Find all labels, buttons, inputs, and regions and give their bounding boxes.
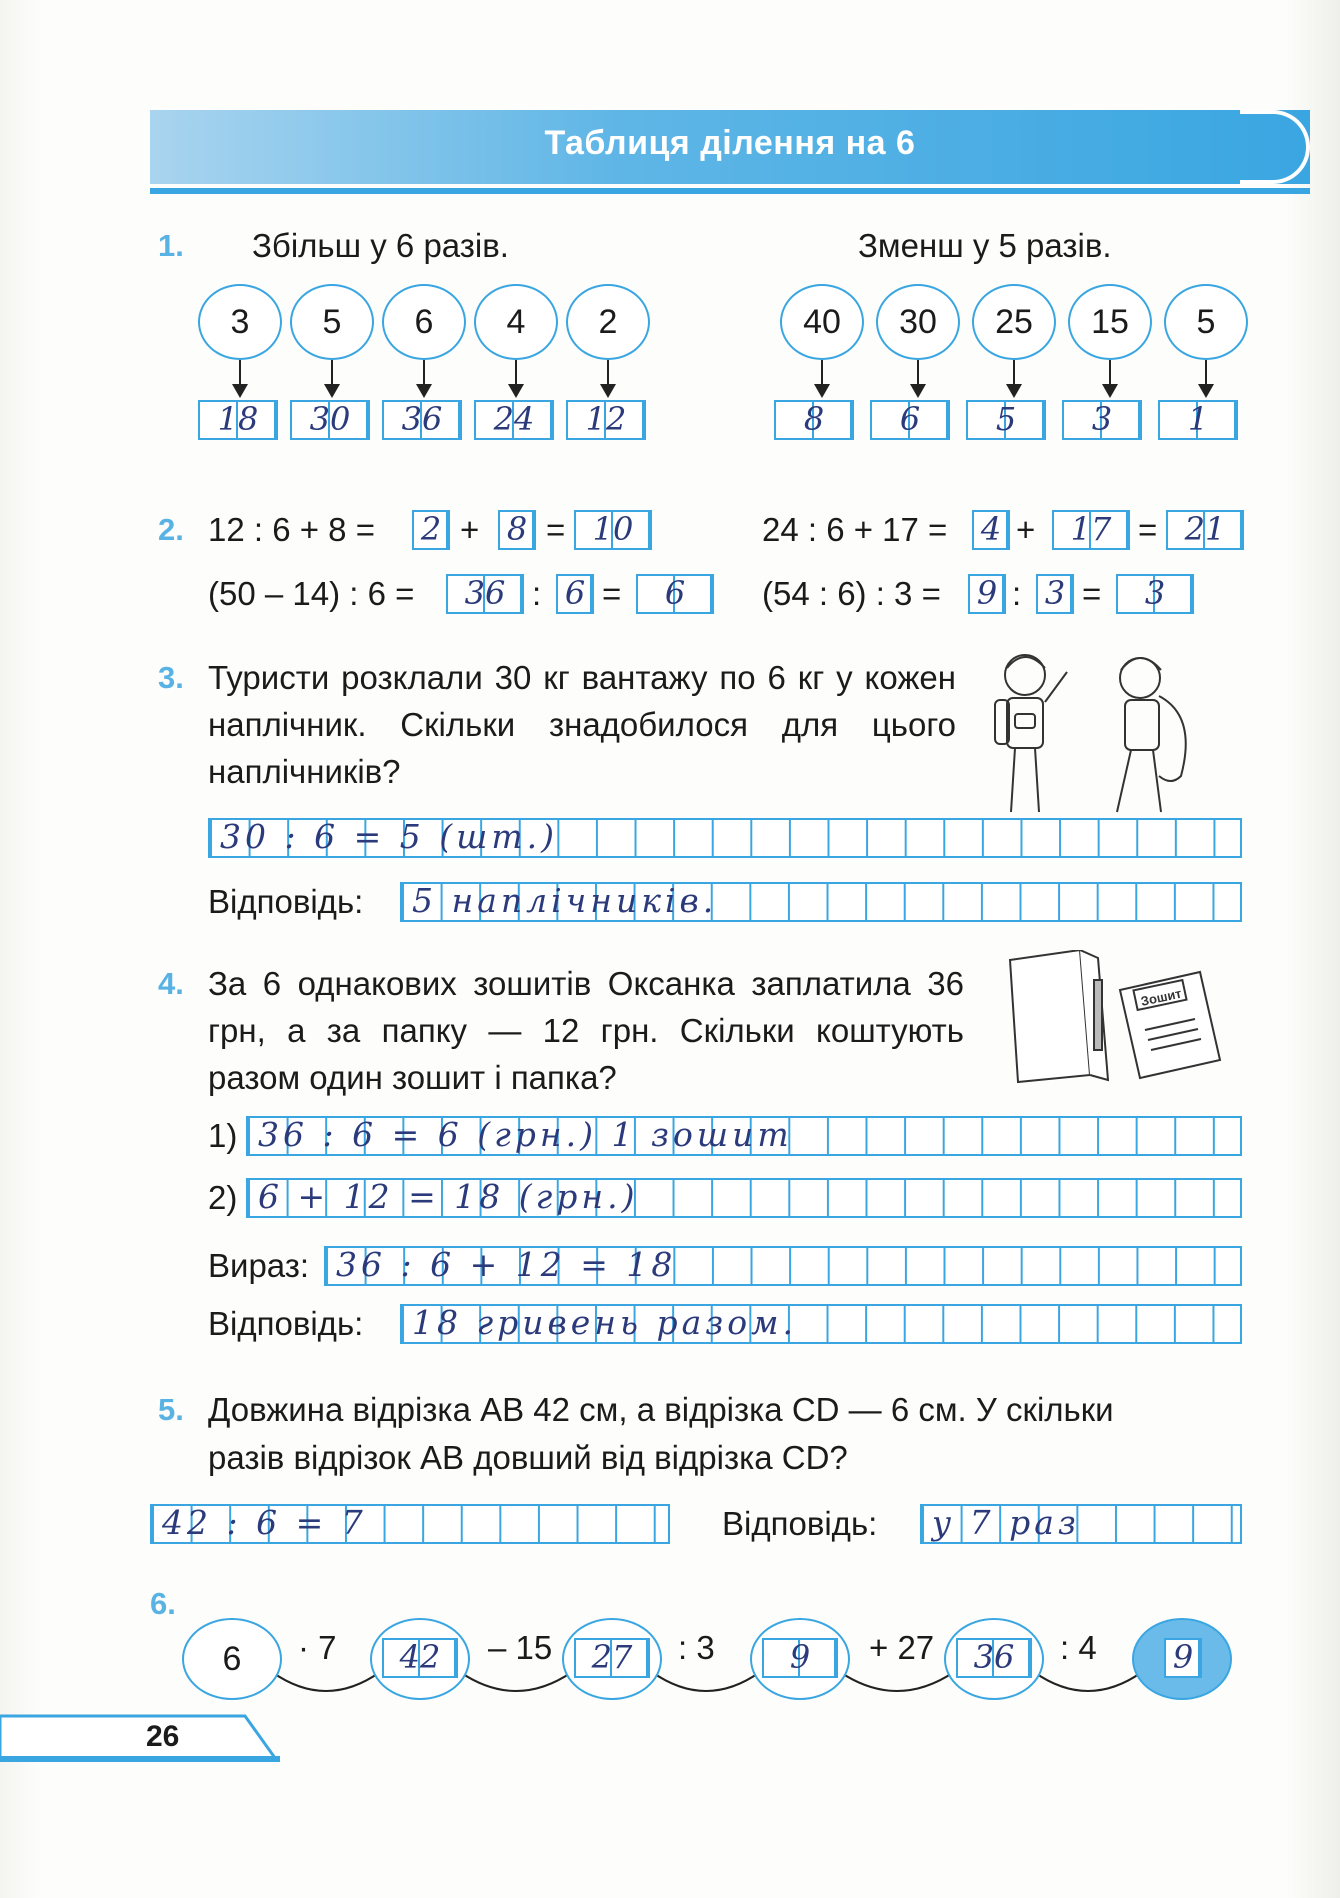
task-2-eq1-box-a-value: 2 xyxy=(420,510,442,548)
task-6-result-box[interactable] xyxy=(1164,1638,1202,1678)
task-1-left-answer-box[interactable] xyxy=(198,400,278,440)
task-2-eq1-plus: + xyxy=(460,511,480,548)
task-6-operation: + 27 xyxy=(869,1629,935,1666)
task-2-eq2-box-b-value: 6 xyxy=(564,574,586,612)
task-2-eq4-result-value: 3 xyxy=(1144,574,1166,612)
task-5-text-line-1: Довжина відрізка AB 42 см, а відрізка CD — 6 см. У скільки xyxy=(208,1391,1114,1428)
task-1-left-answer-box[interactable] xyxy=(382,400,462,440)
task-5-solution-grid[interactable] xyxy=(150,1504,670,1544)
down-arrow-icon xyxy=(1109,360,1111,396)
task-2-eq1-equals: = xyxy=(546,511,566,548)
task-6-operation: · 7 xyxy=(298,1629,337,1666)
task-4-text: За 6 однакових зошитів Оксанка заплатила 36 грн, а за папку — 12 грн. Скільки коштують разом один зошит і папка? xyxy=(208,965,964,1096)
task-1-right-label: Зменш у 5 разів. xyxy=(858,227,1112,264)
task-3-answer-label: Відповідь: xyxy=(208,883,364,920)
task-4-step-1: 36 : 6 = 6 (грн.) 1 зошит xyxy=(258,1115,793,1154)
task-2-eq1-box-a[interactable] xyxy=(412,510,450,550)
task-1-right-circle: 40 xyxy=(780,284,864,360)
task-5-number: 5. xyxy=(158,1392,184,1427)
task-1-number: 1. xyxy=(158,228,184,263)
task-1-right-answer-box[interactable] xyxy=(870,400,950,440)
task-5-answer: у 7 раз xyxy=(932,1503,1080,1542)
task-1-left-answer-box-value: 12 xyxy=(585,400,627,438)
task-1-right-answer-box[interactable] xyxy=(1062,400,1142,440)
task-1-left-answer-box[interactable] xyxy=(566,400,646,440)
task-6-connector-arc xyxy=(652,1672,760,1691)
task-2-eq4-box-a[interactable] xyxy=(968,574,1006,614)
task-1-left-answer-box-value: 18 xyxy=(217,400,259,438)
section-banner xyxy=(150,110,1310,184)
banner-underline xyxy=(150,188,1310,194)
task-2-eq4-box-b[interactable] xyxy=(1036,574,1074,614)
task-4-step-2-label: 2) xyxy=(208,1179,238,1216)
down-arrow-icon xyxy=(239,360,241,396)
task-1-right-answer-box-value: 5 xyxy=(995,400,1017,438)
task-4-expression-label: Вираз: xyxy=(208,1247,310,1284)
task-2-eq2-box-a-value: 36 xyxy=(464,574,506,612)
task-5-solution: 42 : 6 = 7 xyxy=(162,1503,367,1542)
task-6-operation: – 15 xyxy=(488,1629,553,1666)
task-6-result-box[interactable] xyxy=(382,1638,458,1678)
task-2-eq2-box-a[interactable] xyxy=(446,574,524,614)
task-4-answer: 18 гривень разом. xyxy=(412,1303,797,1342)
task-6-connector-arc xyxy=(1034,1672,1142,1691)
task-2-eq1-left: 12 : 6 + 8 = xyxy=(208,511,375,548)
task-2-eq4-equals: = xyxy=(1082,575,1102,612)
task-6-result-box-value: 36 xyxy=(973,1638,1015,1676)
task-2-eq3-equals: = xyxy=(1138,511,1158,548)
folder-and-notebook-illustration xyxy=(1000,950,1230,1090)
task-2-eq2-result-value: 6 xyxy=(664,574,686,612)
task-3-solution-grid[interactable] xyxy=(208,818,1242,858)
task-5-answer-label: Відповідь: xyxy=(722,1505,878,1542)
notebook-label: Зошит xyxy=(1139,985,1183,1009)
down-arrow-icon xyxy=(917,360,919,396)
task-6-connector-arc xyxy=(272,1672,380,1691)
task-2-eq1-box-b-value: 8 xyxy=(506,510,528,548)
task-1-left-answer-box[interactable] xyxy=(290,400,370,440)
task-2-eq3-box-b[interactable] xyxy=(1052,510,1130,550)
task-6-result-box[interactable] xyxy=(762,1638,838,1678)
task-2-eq4-div: : xyxy=(1012,575,1022,612)
task-6-connector-arc xyxy=(460,1672,572,1691)
task-2-eq4-box-a-value: 9 xyxy=(976,574,998,612)
task-1-right-answer-box-value: 3 xyxy=(1091,400,1113,438)
down-arrow-icon xyxy=(821,360,823,396)
down-arrow-icon xyxy=(1205,360,1207,396)
task-4-answer-label: Відповідь: xyxy=(208,1305,364,1342)
task-1-right-answer-box-value: 6 xyxy=(899,400,921,438)
down-arrow-icon xyxy=(331,360,333,396)
task-1-left-circle: 6 xyxy=(382,284,466,360)
down-arrow-icon xyxy=(515,360,517,396)
task-1-left-answer-box[interactable] xyxy=(474,400,554,440)
task-1-right-answer-box[interactable] xyxy=(774,400,854,440)
page-number-tab xyxy=(0,1712,280,1762)
task-6-number: 6. xyxy=(150,1586,176,1621)
tourists-illustration xyxy=(975,640,1225,820)
task-2-number: 2. xyxy=(158,512,184,547)
task-1-left-answer-box-value: 36 xyxy=(401,400,443,438)
section-title: Таблиця ділення на 6 xyxy=(544,124,916,162)
task-1-left-answer-box-value: 30 xyxy=(309,400,351,438)
task-4-step-2: 6 + 12 = 18 (грн.) xyxy=(258,1177,639,1216)
task-2-eq3-left: 24 : 6 + 17 = xyxy=(762,511,948,548)
task-2-eq4-left: (54 : 6) : 3 = xyxy=(762,575,941,612)
task-2-eq2-div: : xyxy=(532,575,542,612)
task-4-expression: 36 : 6 + 12 = 18 xyxy=(336,1245,677,1284)
task-4-step-2-grid[interactable] xyxy=(246,1178,1242,1218)
task-6-result-box-value: 27 xyxy=(591,1638,633,1676)
task-1-left-circle: 5 xyxy=(290,284,374,360)
task-2-eq3-plus: + xyxy=(1016,511,1036,548)
task-3-solution: 30 : 6 = 5 (шт.) xyxy=(220,817,558,856)
task-1-right-circle: 25 xyxy=(972,284,1056,360)
task-2-eq3-result-value: 21 xyxy=(1184,510,1226,548)
task-4-step-1-grid[interactable] xyxy=(246,1116,1242,1156)
task-2-eq4-result[interactable] xyxy=(1116,574,1194,614)
task-2-eq3-result[interactable] xyxy=(1166,510,1244,550)
task-2-eq2-box-b[interactable] xyxy=(556,574,594,614)
task-2-eq1-result-value: 10 xyxy=(592,510,634,548)
task-1-right-answer-box-value: 8 xyxy=(803,400,825,438)
task-6-result-box[interactable] xyxy=(956,1638,1032,1678)
task-2-eq1-result[interactable] xyxy=(574,510,652,550)
task-3-answer: 5 наплічників. xyxy=(412,881,718,920)
task-6-result-box-value: 42 xyxy=(399,1638,441,1676)
task-6-start-circle: 6 xyxy=(182,1618,282,1700)
down-arrow-icon xyxy=(607,360,609,396)
down-arrow-icon xyxy=(1013,360,1015,396)
task-5-answer-grid[interactable] xyxy=(920,1504,1242,1544)
task-4-expression-grid[interactable] xyxy=(324,1246,1242,1286)
task-5-text-line-2: разів відрізок AB довший від відрізка CD? xyxy=(208,1439,848,1476)
task-1-left-circle: 2 xyxy=(566,284,650,360)
task-1-right-answer-box-value: 1 xyxy=(1187,400,1209,438)
task-1-right-answer-box[interactable] xyxy=(966,400,1046,440)
task-6-connector-arc xyxy=(840,1672,954,1691)
task-6-result-box[interactable] xyxy=(574,1638,650,1678)
task-1-left-answer-box-value: 24 xyxy=(493,400,535,438)
task-1-right-answer-box[interactable] xyxy=(1158,400,1238,440)
task-1-right-circle: 30 xyxy=(876,284,960,360)
task-2-eq1-box-b[interactable] xyxy=(498,510,536,550)
task-1-left-circle: 3 xyxy=(198,284,282,360)
task-4-answer-grid[interactable] xyxy=(400,1304,1242,1344)
task-4-number: 4. xyxy=(158,966,184,1001)
task-3-answer-grid[interactable] xyxy=(400,882,1242,922)
task-6-result-box-value: 9 xyxy=(1172,1638,1194,1676)
task-2-eq3-box-a-value: 4 xyxy=(980,510,1002,548)
task-6-operation: : 3 xyxy=(678,1629,715,1666)
task-3-number: 3. xyxy=(158,660,184,695)
down-arrow-icon xyxy=(423,360,425,396)
task-1-right-circle: 5 xyxy=(1164,284,1248,360)
page-number: 26 xyxy=(146,1720,180,1753)
task-6-operation: : 4 xyxy=(1060,1629,1097,1666)
task-1-left-label: Збільш у 6 разів. xyxy=(252,227,509,264)
task-2-eq2-result[interactable] xyxy=(636,574,714,614)
task-2-eq3-box-a[interactable] xyxy=(972,510,1010,550)
task-1-right-circle: 15 xyxy=(1068,284,1152,360)
task-2-eq3-box-b-value: 17 xyxy=(1070,510,1112,548)
task-4-step-1-label: 1) xyxy=(208,1117,238,1154)
task-2-eq4-box-b-value: 3 xyxy=(1044,574,1066,612)
task-6-result-box-value: 9 xyxy=(789,1638,811,1676)
task-2-eq2-equals: = xyxy=(602,575,622,612)
task-1-left-circle: 4 xyxy=(474,284,558,360)
task-3-text: Туристи розклали 30 кг вантажу по 6 кг у кожен наплічник. Скільки знадобилося для цього наплічників? xyxy=(208,659,956,790)
task-2-eq2-left: (50 – 14) : 6 = xyxy=(208,575,415,612)
